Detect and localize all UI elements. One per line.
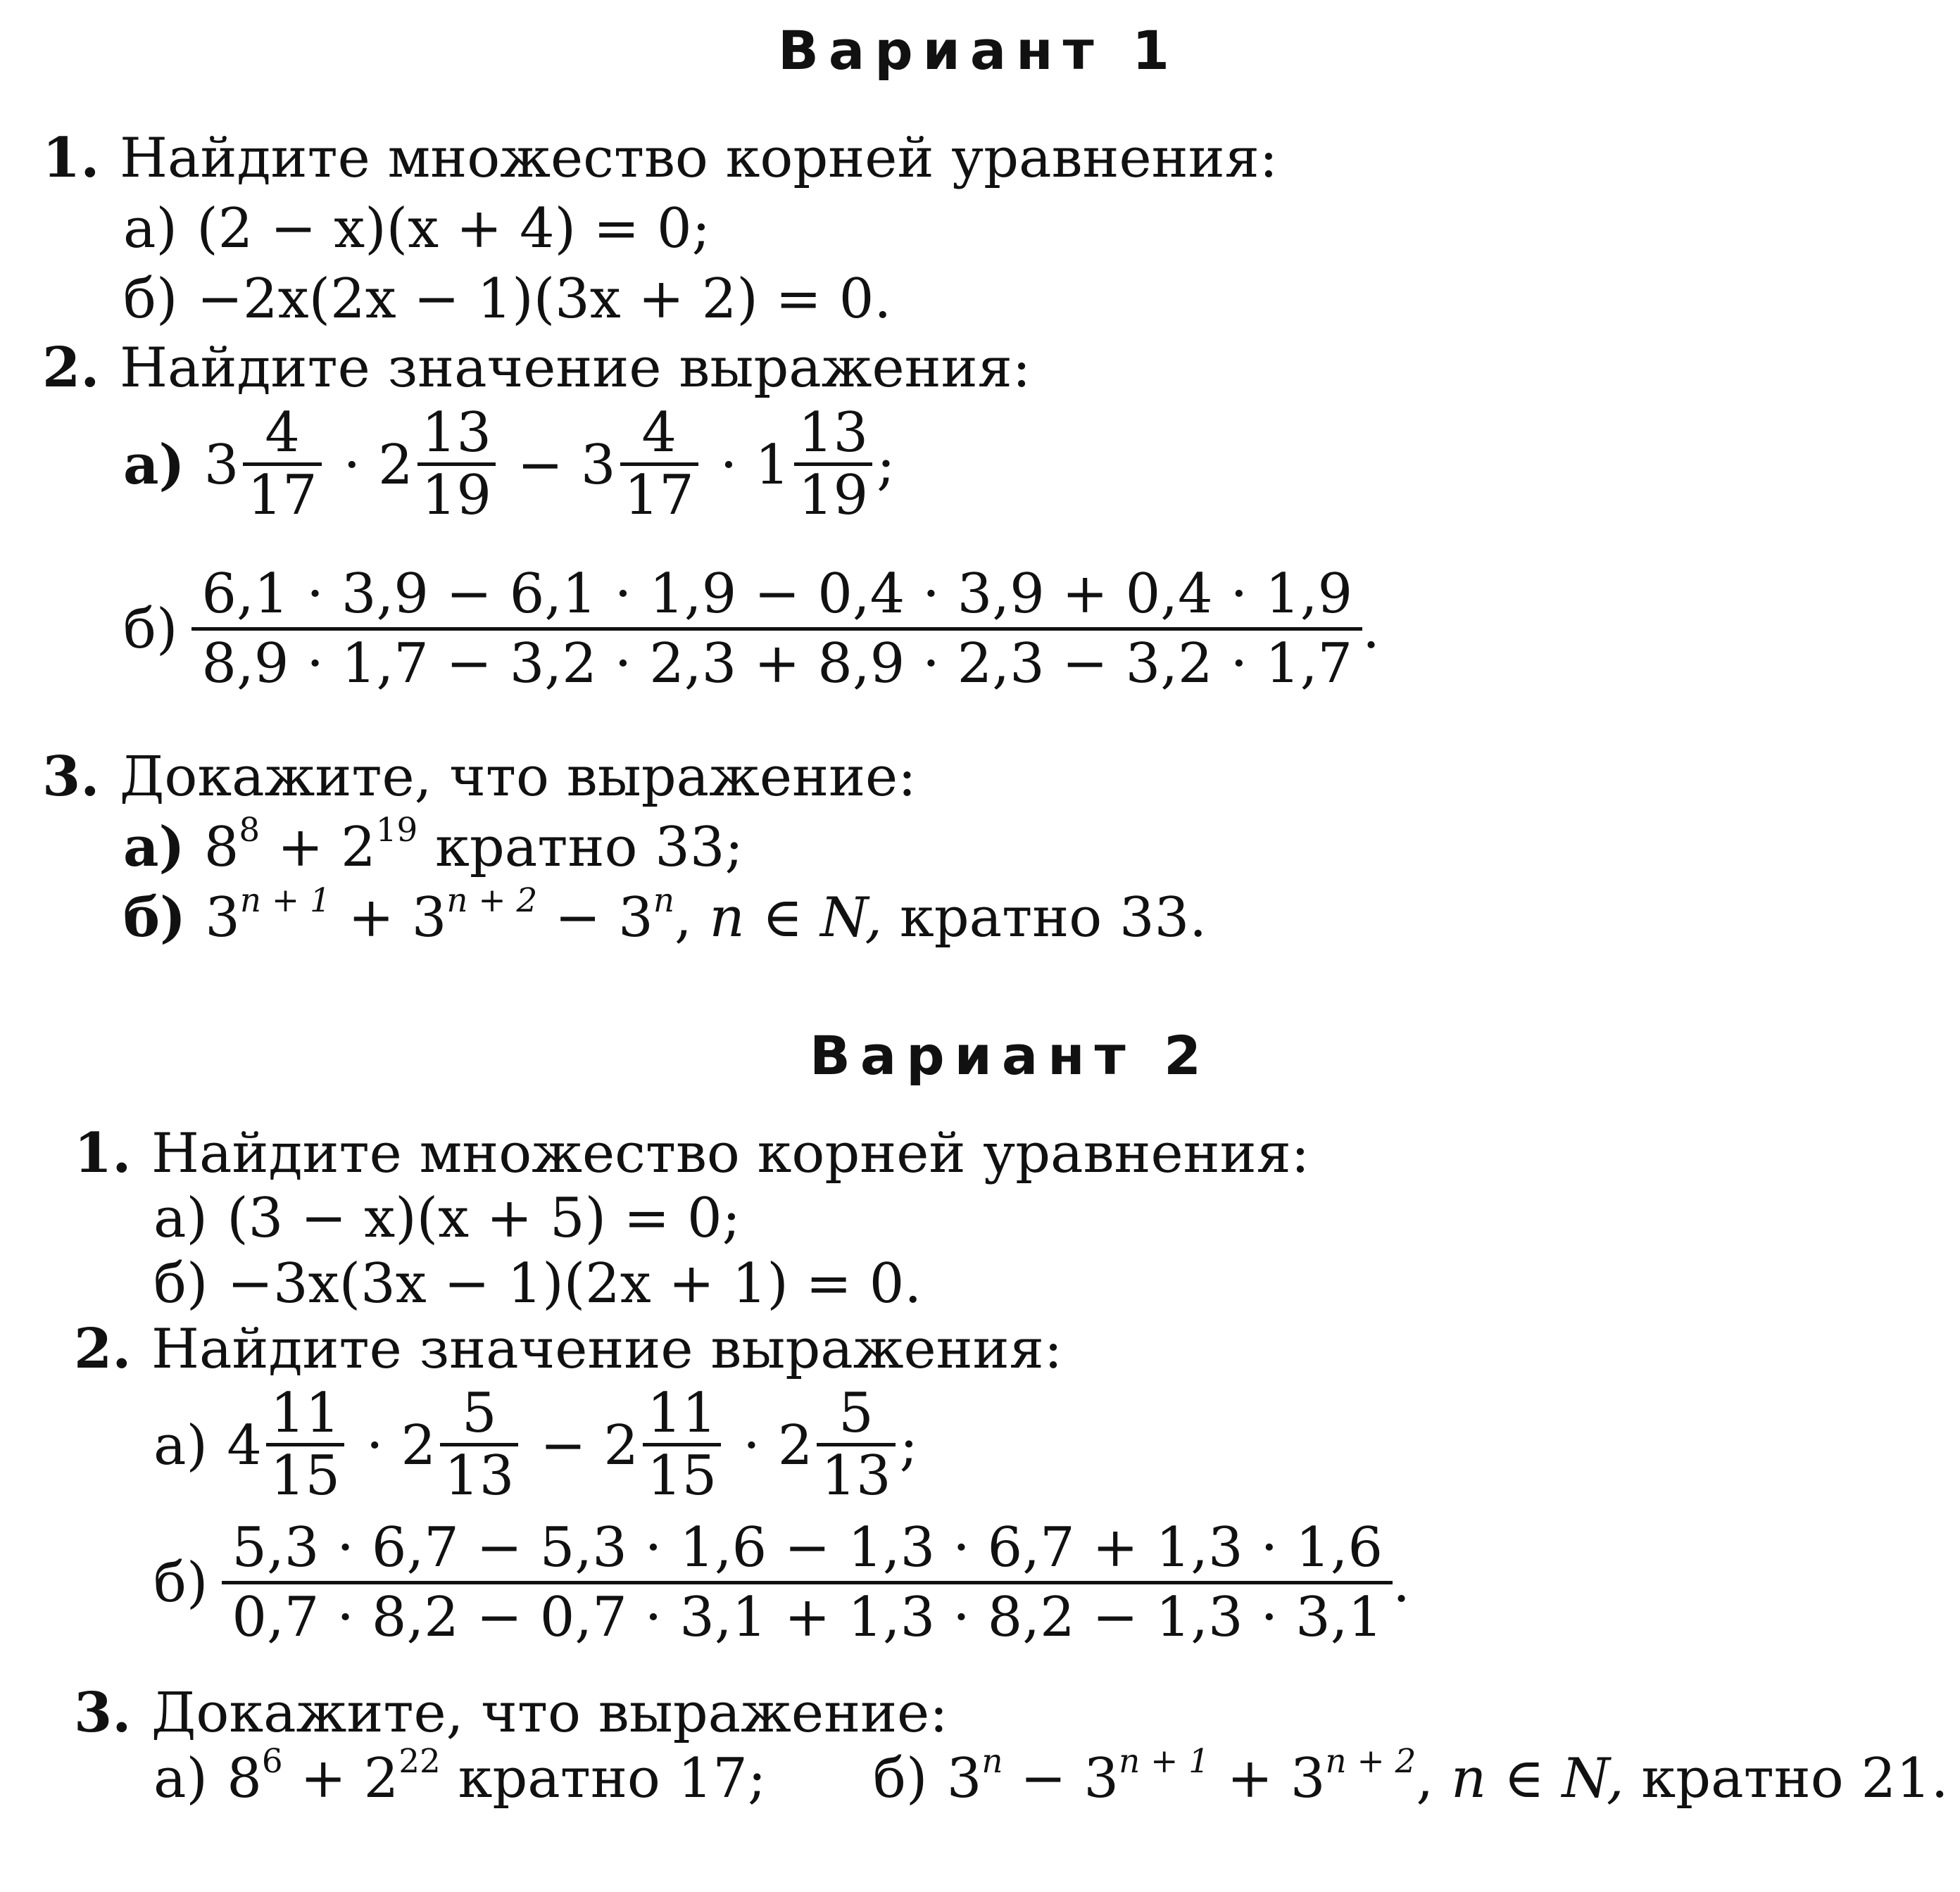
v2-task1-a-expr: (3 − x)(x + 5) = 0;: [227, 1187, 741, 1250]
v2-task3-b: б) 3 $^n$ − 3 $^{n + 1}$ + 3 $^{n + 2}$ , n ∈ N, кратно 21.: [873, 1742, 1949, 1810]
v1-task3-b: б) 3 $^{n + 1}$ + 3 $^{n + 2}$ − 3 $^n$ , n ∈ N, кратно 33.: [123, 881, 1207, 950]
v2-task1: [74, 1121, 1310, 1185]
variant2-title: Вариант 2: [810, 1024, 1212, 1087]
v1-task3-b-tail: кратно 33.: [899, 886, 1207, 950]
v2-task1-b-label: б): [153, 1252, 208, 1316]
v2-task2-text: Найдите значение выражения:: [151, 1318, 1063, 1381]
fraction: $\frac{13}{19}$: [417, 405, 496, 526]
mixed-whole: 2: [603, 1414, 639, 1478]
v2-task2-a-label: а): [153, 1414, 208, 1478]
denominator: 0,7 · 8,2 − 0,7 · 3,1 + 1,3 · 8,2 − 1,3 · 3,1: [222, 1581, 1393, 1645]
v2-task2-a: а) 4 $\frac{11}{15}$ · 2 $\frac{5}{13}$ − 2 $\frac{11}{15}$ · 2 $\frac{5}{13}$ ;: [153, 1382, 918, 1508]
v2-task1-a-label: а): [153, 1187, 208, 1250]
mixed-whole: 3: [203, 434, 239, 498]
numerator: 6,1 · 3,9 − 6,1 · 1,9 − 0,4 · 3,9 + 0,4 · 1,9: [201, 562, 1353, 626]
v1-task3-b-condition: n ∈ N,: [709, 886, 883, 950]
mixed-whole: 2: [777, 1414, 813, 1478]
v2-task3-a-tail: кратно 17;: [458, 1747, 767, 1810]
v1-task3-number: 3.: [42, 745, 100, 809]
fraction: $\frac{5}{13}$: [817, 1385, 895, 1507]
v2-task3: [74, 1681, 948, 1745]
numerator: 5,3 · 6,7 − 5,3 · 1,6 − 1,3 · 6,7 + 1,3 · 1,6: [232, 1516, 1383, 1579]
v1-task3-a-label: а): [123, 815, 185, 879]
v2-task3-a: а) 8 $^6$ + 2 $^{22}$ кратно 17;: [153, 1742, 767, 1810]
fraction: $\frac{4}{17}$: [243, 405, 321, 526]
mixed-whole: 2: [378, 434, 413, 498]
v1-task1-b-expr: −2x(2x − 1)(3x + 2) = 0.: [196, 267, 892, 331]
fraction: $\frac{13}{19}$: [794, 405, 872, 526]
variant1-title: Вариант 1: [778, 19, 1180, 82]
v1-task2-number: 2.: [42, 336, 100, 400]
v1-task1: [42, 126, 1279, 190]
v2-task2-b-label: б): [153, 1551, 208, 1615]
denominator: 8,9 · 1,7 − 3,2 · 2,3 + 8,9 · 2,3 − 3,2 · 1,7: [191, 627, 1362, 691]
v2-task1-a: [153, 1187, 741, 1250]
v2-task3-number: 3.: [74, 1681, 132, 1745]
v2-task3-b-tail: кратно 21.: [1641, 1747, 1949, 1810]
v2-task2-b: б) $\frac{5,3 \cdot 6,7 - 5,3 \cdot 1,6 - 1,3 \cdot 6,7 + 1,3 \cdot 1,6}{0,7 \cdot 8,2 - 0,7 \cdot 3,1 + 1,3 \cdot 8,2 - 1,3 \cdot 3,1}$ .: [153, 1516, 1410, 1649]
v1-task2-text: Найдите значение выражения:: [120, 336, 1031, 400]
mixed-whole: 4: [227, 1414, 262, 1478]
v2-task1-text: Найдите множество корней уравнения:: [151, 1122, 1310, 1185]
v1-task1-text: Найдите множество корней уравнения:: [120, 127, 1279, 190]
v1-task3: [42, 745, 917, 809]
mixed-whole: 1: [755, 434, 790, 498]
v2-task1-b: [153, 1252, 922, 1316]
v1-task2-a: а) 3 $\frac{4}{17}$ · 2 $\frac{13}{19}$ − 3 $\frac{4}{17}$ · 1 $\frac{13}{19}$ ;: [123, 401, 896, 527]
v2-task3-text: Докажите, что выражение:: [151, 1682, 948, 1745]
fraction: $\frac{4}{17}$: [620, 405, 698, 526]
v1-task2-b-fraction: [191, 562, 1362, 695]
v1-task3-text: Докажите, что выражение:: [120, 745, 917, 809]
mixed-whole: 3: [580, 434, 616, 498]
v1-task2-b-label: б): [123, 597, 178, 661]
fraction: $\frac{5}{13}$: [440, 1385, 518, 1507]
v1-task1-b-label: б): [123, 267, 178, 331]
fraction: $\frac{11}{15}$: [643, 1385, 721, 1507]
v1-task1-b: [123, 267, 892, 331]
v2-task3-b-label: б): [873, 1747, 928, 1810]
v1-task1-number: 1.: [42, 126, 100, 190]
v1-task1-a-expr: (2 − x)(x + 4) = 0;: [196, 197, 710, 260]
v2-task1-number: 1.: [74, 1121, 132, 1185]
v1-task3-b-label: б): [123, 885, 186, 950]
mixed-whole: 2: [401, 1414, 436, 1478]
v1-task3-a-tail: кратно 33;: [435, 816, 743, 879]
v2-task2-number: 2.: [74, 1317, 132, 1381]
v1-task2-a-label: а): [123, 433, 185, 498]
v1-task1-a: [123, 197, 710, 260]
v2-task2-b-fraction: [222, 1516, 1393, 1649]
v2-task3-a-label: а): [153, 1747, 208, 1810]
v1-task3-a: а) 8 $^8$ + 2 $^{19}$ кратно 33;: [123, 811, 743, 879]
v1-task2-b: б) $\frac{6,1 \cdot 3,9 - 6,1 \cdot 1,9 - 0,4 \cdot 3,9 + 0,4 \cdot 1,9}{8,9 \cdot 1,7 - 3,2 \cdot 2,3 + 8,9 \cdot 2,3 - 3,2 \cdot 1,7}$ .: [123, 562, 1380, 695]
v2-task3-b-condition: n ∈ N,: [1451, 1747, 1624, 1810]
fraction: $\frac{11}{15}$: [266, 1385, 344, 1507]
v2-task1-b-expr: −3x(3x − 1)(2x + 1) = 0.: [227, 1252, 922, 1316]
v2-task2: [74, 1317, 1063, 1381]
v1-task1-a-label: а): [123, 197, 177, 260]
v1-task2: [42, 336, 1031, 400]
